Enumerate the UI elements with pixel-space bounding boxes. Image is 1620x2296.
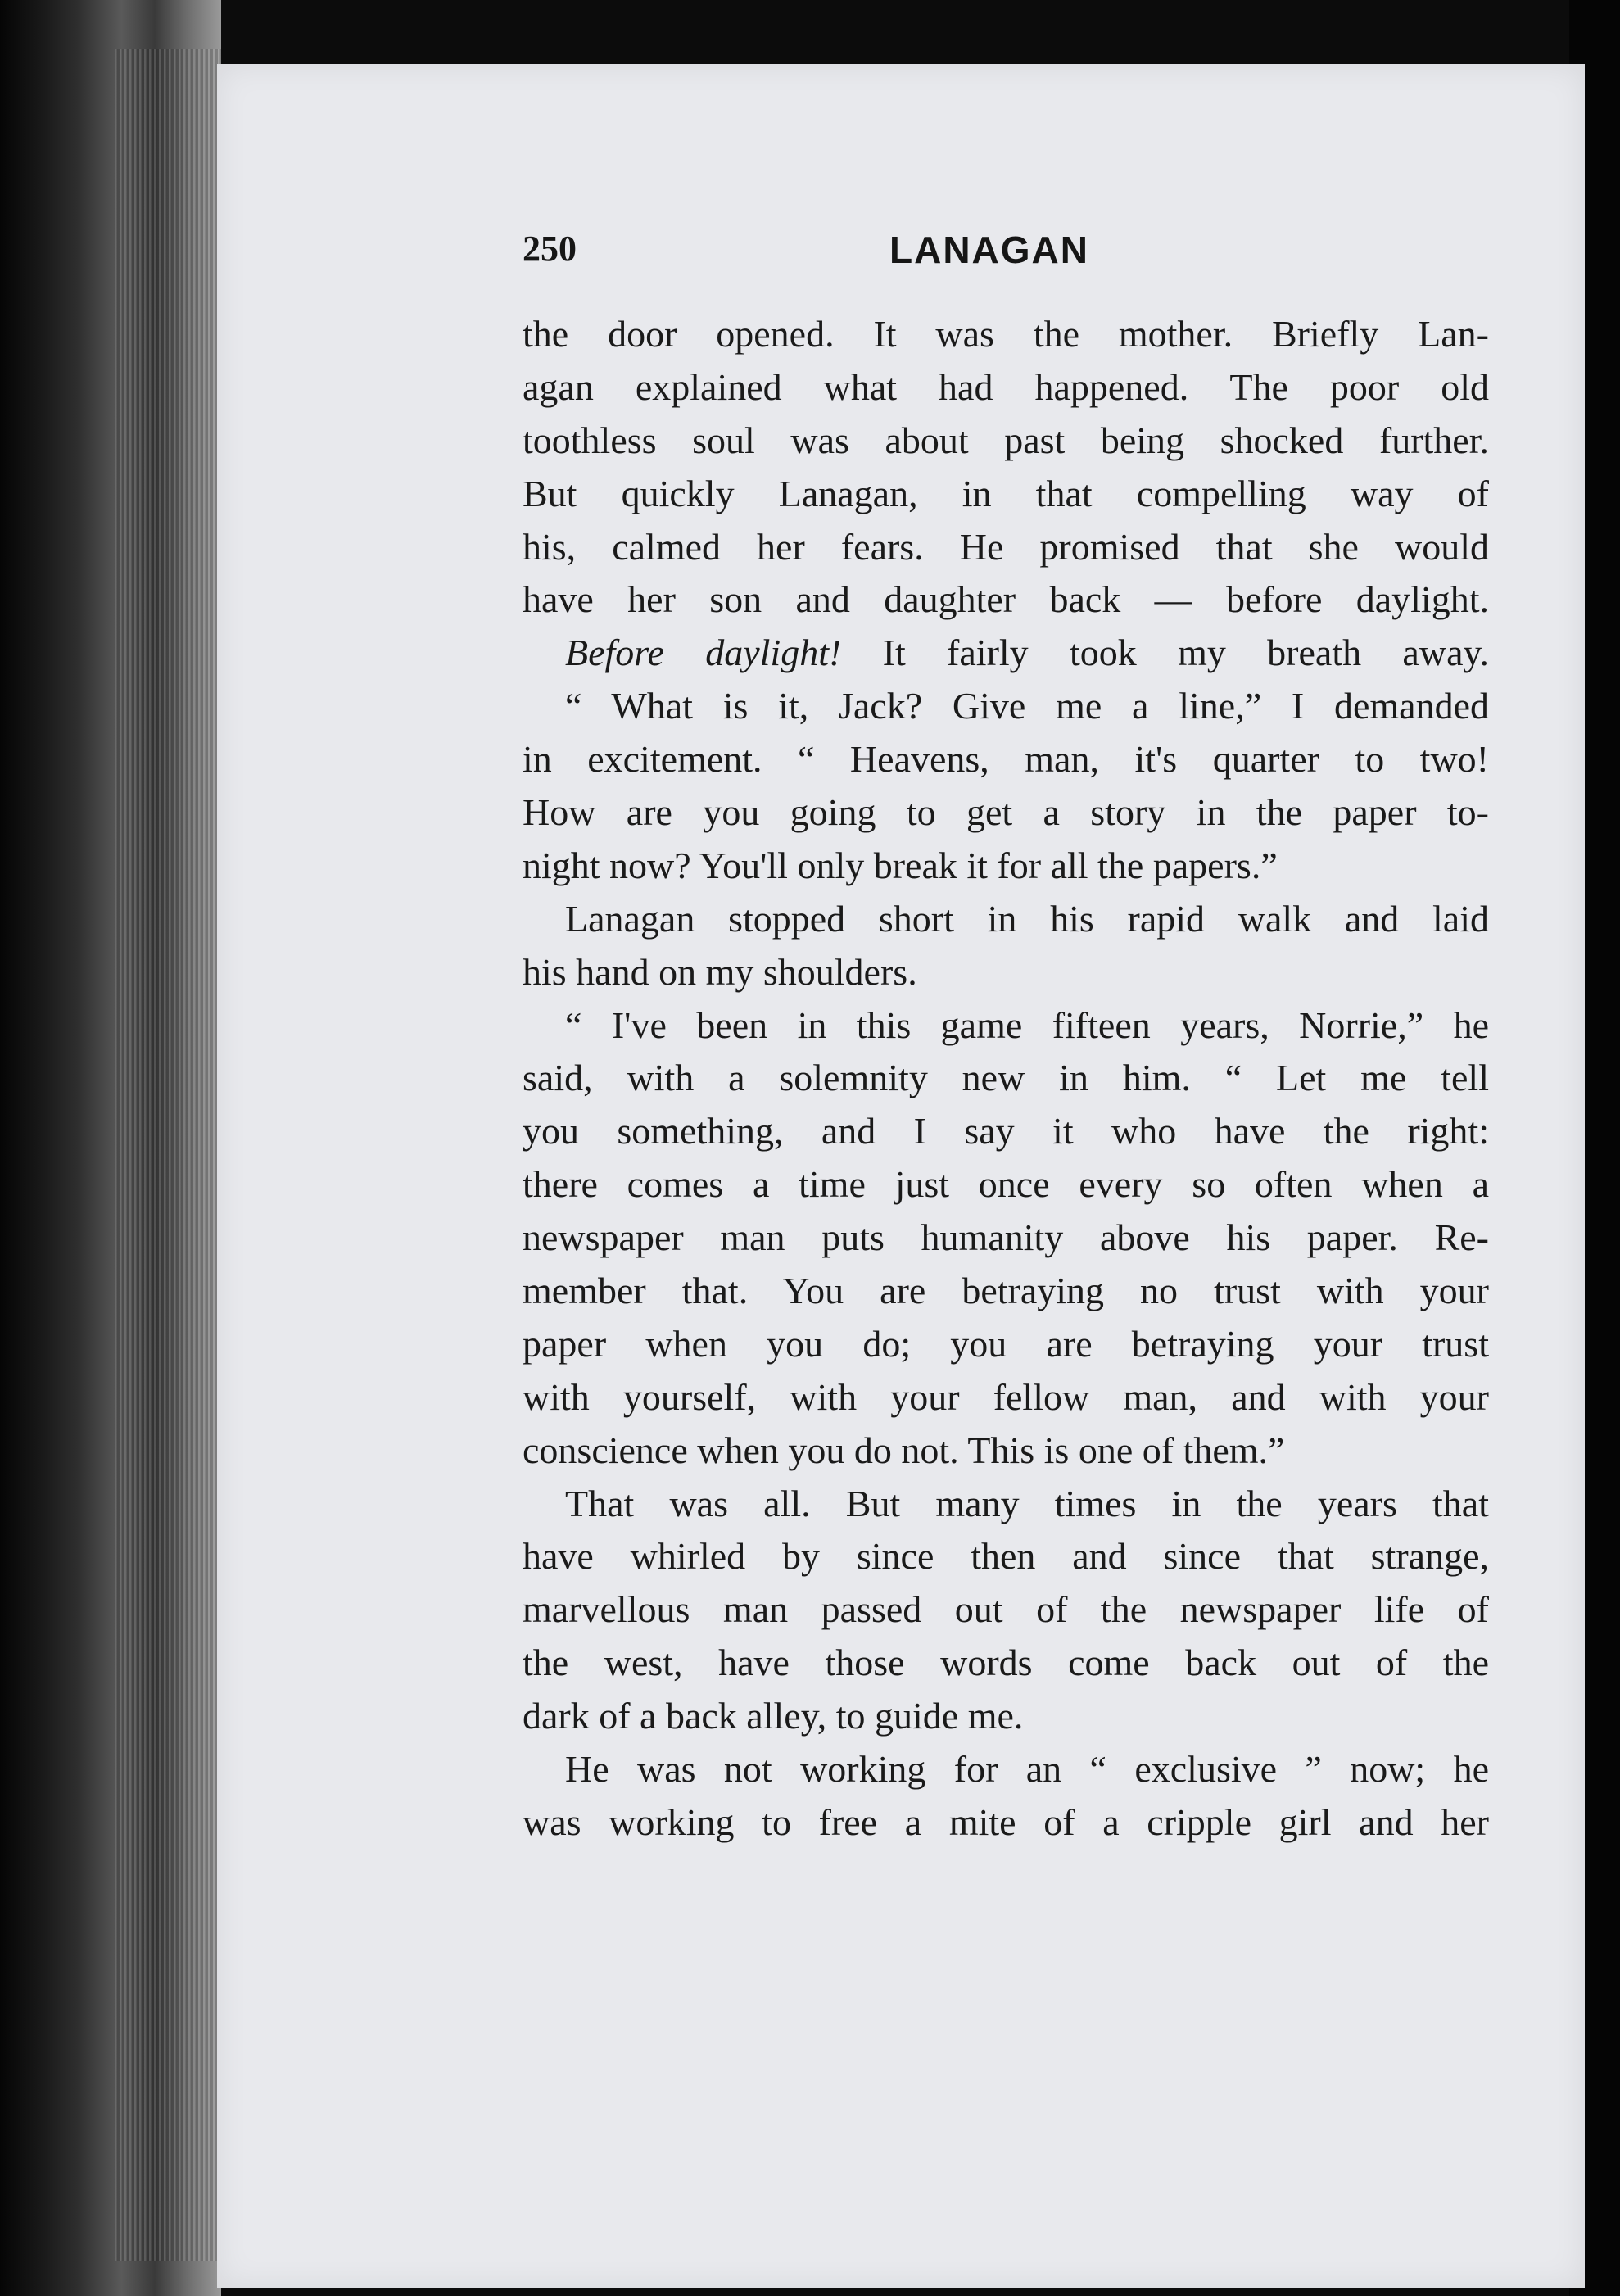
line-text: paper when you do; you are betraying your trust bbox=[523, 1322, 1489, 1365]
text-line bbox=[523, 786, 1489, 840]
line-text: his hand on my shoulders. bbox=[523, 950, 917, 993]
line-text: member that. You are betraying no trust with your bbox=[523, 1270, 1489, 1312]
text-line bbox=[523, 999, 1489, 1053]
text-line bbox=[523, 414, 1489, 468]
italic-phrase: Before daylight! bbox=[565, 632, 842, 674]
line-text: was working to free a mite of a cripple girl and her bbox=[523, 1800, 1489, 1843]
line-text: Lanagan stopped short in his rapid walk and laid bbox=[565, 897, 1489, 940]
text-line bbox=[523, 308, 1489, 361]
page-header bbox=[523, 228, 1492, 277]
line-text: conscience when you do not. This is one of them.” bbox=[523, 1429, 1285, 1471]
text-line bbox=[523, 1318, 1489, 1371]
text-line bbox=[523, 573, 1489, 627]
text-line bbox=[523, 946, 1489, 999]
text-line bbox=[523, 468, 1489, 521]
text-line bbox=[523, 521, 1489, 574]
line-text: the west, have those words come back out of the bbox=[523, 1642, 1489, 1684]
line-text: marvellous man passed out of the newspaper life of bbox=[523, 1588, 1489, 1631]
text-line bbox=[523, 1530, 1489, 1583]
text-line bbox=[523, 1583, 1489, 1637]
line-text: toothless soul was about past being shocked further. bbox=[523, 419, 1489, 461]
scan-binding-streaks bbox=[115, 49, 221, 2261]
line-text: night now? You'll only break it for all the papers.” bbox=[523, 844, 1278, 886]
running-head: LANAGAN bbox=[889, 229, 1089, 271]
line-text: “ I've been in this game fifteen years, Norrie,” he bbox=[565, 1003, 1489, 1046]
line-text: It fairly took my breath away. bbox=[841, 632, 1490, 674]
line-text: said, with a solemnity new in him. “ Let me tell bbox=[523, 1057, 1489, 1099]
line-text: agan explained what had happened. The poor old bbox=[523, 365, 1489, 408]
line-text: dark of a back alley, to guide me. bbox=[523, 1695, 1024, 1737]
text-line bbox=[523, 840, 1489, 893]
text-line bbox=[523, 627, 1489, 680]
line-text: He was not working for an “ exclusive ” now; he bbox=[565, 1748, 1489, 1791]
text-line bbox=[523, 733, 1489, 786]
text-line bbox=[523, 1424, 1489, 1478]
text-line bbox=[523, 1690, 1489, 1743]
text-line bbox=[523, 1105, 1489, 1158]
line-text: his, calmed her fears. He promised that she would bbox=[523, 525, 1489, 568]
page-number: 250 bbox=[523, 229, 577, 269]
text-line bbox=[523, 680, 1489, 733]
text-line bbox=[523, 1052, 1489, 1105]
text-line bbox=[523, 893, 1489, 946]
line-text: But quickly Lanagan, in that compelling way of bbox=[523, 472, 1489, 514]
line-text: there comes a time just once every so often when a bbox=[523, 1163, 1489, 1206]
line-text: you something, and I say it who have the right: bbox=[523, 1110, 1489, 1153]
text-line bbox=[523, 1478, 1489, 1531]
line-text: How are you going to get a story in the paper to- bbox=[523, 791, 1489, 834]
text-line bbox=[523, 1211, 1489, 1265]
text-line bbox=[523, 1637, 1489, 1690]
line-text: in excitement. “ Heavens, man, it's quarter to two! bbox=[523, 738, 1489, 781]
text-line bbox=[523, 1796, 1489, 1850]
text-line bbox=[523, 361, 1489, 414]
line-text: have whirled by since then and since that strange, bbox=[523, 1535, 1489, 1578]
line-text: with yourself, with your fellow man, and with your bbox=[523, 1375, 1489, 1418]
text-line bbox=[523, 1158, 1489, 1211]
line-text: the door opened. It was the mother. Briefly Lan- bbox=[523, 313, 1489, 355]
body-text bbox=[523, 308, 1489, 1850]
text-line bbox=[523, 1371, 1489, 1424]
line-text: newspaper man puts humanity above his paper. Re- bbox=[523, 1216, 1489, 1259]
text-line bbox=[523, 1743, 1489, 1796]
text-line bbox=[523, 1265, 1489, 1318]
line-text: have her son and daughter back — before daylight. bbox=[523, 578, 1489, 621]
line-text: “ What is it, Jack? Give me a line,” I demanded bbox=[565, 685, 1489, 727]
line-text: That was all. But many times in the years that bbox=[565, 1482, 1489, 1524]
